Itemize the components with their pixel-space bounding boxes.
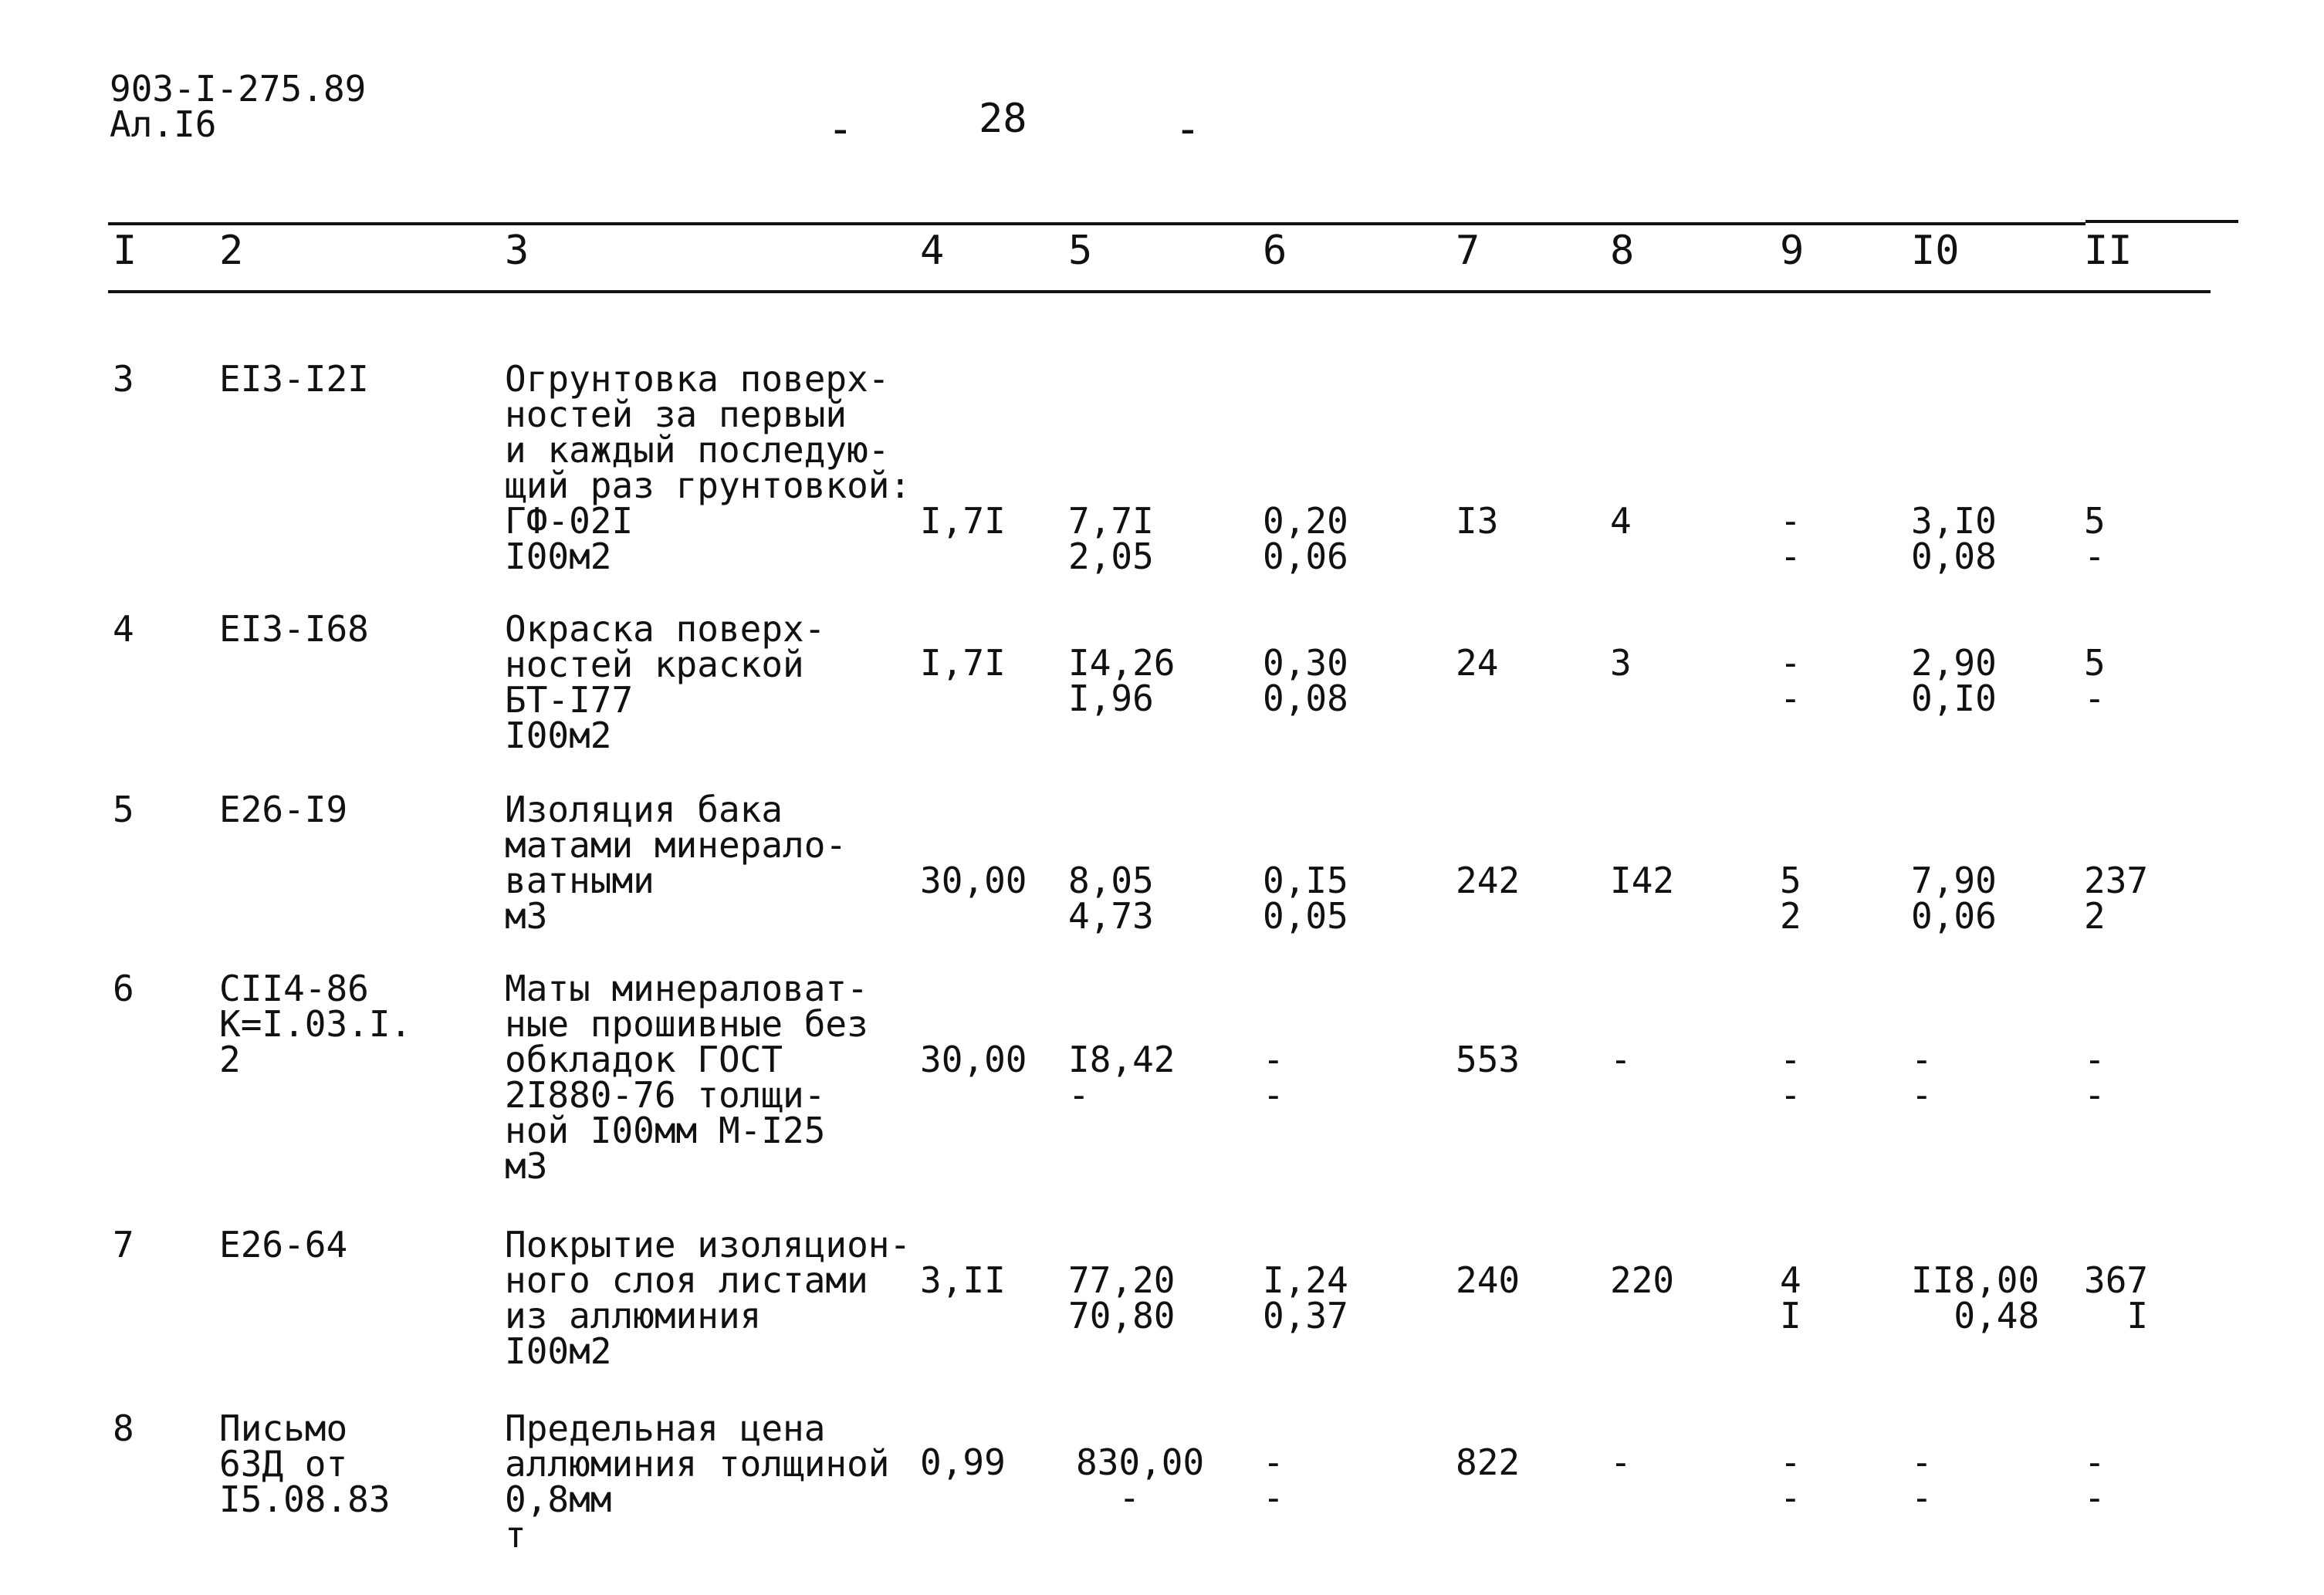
cell-col-6: 0,30 0,08 bbox=[1263, 642, 1348, 719]
cell-col-9: 5 2 bbox=[1780, 860, 1801, 937]
cell-col-9: - - bbox=[1780, 500, 1801, 577]
column-header: 5 bbox=[1068, 228, 1093, 274]
cell-col-6: - - bbox=[1263, 1441, 1284, 1519]
cell-col-6: 0,20 0,06 bbox=[1263, 500, 1348, 577]
quantity: I,7I bbox=[920, 642, 1006, 684]
page-number-dash-right: - bbox=[1175, 104, 1201, 154]
norm-code: Письмо 63Д от I5.08.83 bbox=[219, 1407, 391, 1520]
row-number: 3 bbox=[113, 358, 134, 400]
row-number: 4 bbox=[113, 608, 134, 650]
row-number: 6 bbox=[113, 968, 134, 1009]
cell-col-11: - - bbox=[2084, 1441, 2106, 1519]
column-header: 4 bbox=[920, 228, 945, 274]
cell-col-8: 3 bbox=[1610, 642, 1632, 684]
work-description: Маты минераловат- ные прошивные без обкладок ГОСТ 2I880-76 толщи- ной I00мм М-I25 м3 bbox=[505, 968, 868, 1187]
cell-col-7: 553 bbox=[1456, 1039, 1521, 1080]
cell-col-7: 242 bbox=[1456, 860, 1521, 901]
column-header: I bbox=[113, 228, 137, 274]
cell-col-9: 4 I bbox=[1780, 1259, 1801, 1336]
norm-code: CII4-86 К=I.03.I. 2 bbox=[219, 968, 412, 1080]
cell-col-5: 8,05 4,73 bbox=[1068, 860, 1154, 937]
work-description: Покрытие изоляцион- ного слоя листами из аллюминия I00м2 bbox=[505, 1224, 912, 1372]
norm-code: EI3-I68 bbox=[219, 608, 369, 650]
cell-col-7: 240 bbox=[1456, 1259, 1521, 1301]
table-top-rule-right bbox=[2086, 220, 2238, 223]
cell-col-5: I8,42 - bbox=[1068, 1039, 1176, 1116]
quantity: 0,99 bbox=[920, 1441, 1006, 1483]
cell-col-7: 24 bbox=[1456, 642, 1499, 684]
cell-col-8: - bbox=[1610, 1039, 1632, 1080]
cell-col-5: 7,7I 2,05 bbox=[1068, 500, 1154, 577]
column-header: II bbox=[2084, 228, 2133, 274]
column-header: 9 bbox=[1780, 228, 1805, 274]
work-description: Окраска поверх- ностей краской БТ-I77 I00м2 bbox=[505, 608, 826, 756]
column-header: 3 bbox=[505, 228, 529, 274]
column-header: 6 bbox=[1263, 228, 1287, 274]
cell-col-11: 367 I bbox=[2084, 1259, 2149, 1336]
cell-col-7: I3 bbox=[1456, 500, 1499, 542]
cell-col-5: 830,00 - bbox=[1076, 1441, 1205, 1519]
cell-col-11: 5 - bbox=[2084, 500, 2106, 577]
document-code: 903-I-275.89 bbox=[110, 68, 367, 110]
page-number-dash-left: - bbox=[827, 104, 854, 154]
column-header: 2 bbox=[219, 228, 244, 274]
cell-col-8: 4 bbox=[1610, 500, 1632, 542]
cell-col-10: - - bbox=[1911, 1039, 1933, 1116]
work-description: Огрунтовка поверх- ностей за первый и каждый последую- щий раз грунтовкой: ГФ-02I I00м2 bbox=[505, 358, 912, 577]
cell-col-6: 0,I5 0,05 bbox=[1263, 860, 1348, 937]
row-number: 8 bbox=[113, 1407, 134, 1449]
page-number: 28 bbox=[979, 96, 1027, 142]
cell-col-10: - - bbox=[1911, 1441, 1933, 1519]
cell-col-10: 2,90 0,I0 bbox=[1911, 642, 1997, 719]
cell-col-11: 5 - bbox=[2084, 642, 2106, 719]
quantity: 30,00 bbox=[920, 1039, 1027, 1080]
cell-col-6: I,24 0,37 bbox=[1263, 1259, 1348, 1336]
cell-col-5: I4,26 I,96 bbox=[1068, 642, 1176, 719]
column-header: I0 bbox=[1911, 228, 1960, 274]
sheet-label: Ал.I6 bbox=[110, 103, 217, 145]
cell-col-8: I42 bbox=[1610, 860, 1675, 901]
column-header: 7 bbox=[1456, 228, 1480, 274]
cell-col-10: 7,90 0,06 bbox=[1911, 860, 1997, 937]
row-number: 7 bbox=[113, 1224, 134, 1266]
cell-col-9: - - bbox=[1780, 1039, 1801, 1116]
row-number: 5 bbox=[113, 789, 134, 830]
work-description: Предельная цена аллюминия толщиной 0,8мм т bbox=[505, 1407, 890, 1556]
cell-col-8: - bbox=[1610, 1441, 1632, 1483]
cell-col-6: - - bbox=[1263, 1039, 1284, 1116]
quantity: I,7I bbox=[920, 500, 1006, 542]
cell-col-11: 237 2 bbox=[2084, 860, 2149, 937]
norm-code: EI3-I2I bbox=[219, 358, 369, 400]
cell-col-9: - - bbox=[1780, 1441, 1801, 1519]
cell-col-11: - - bbox=[2084, 1039, 2106, 1116]
cell-col-5: 77,20 70,80 bbox=[1068, 1259, 1176, 1336]
column-header: 8 bbox=[1610, 228, 1635, 274]
quantity: 30,00 bbox=[920, 860, 1027, 901]
cell-col-7: 822 bbox=[1456, 1441, 1521, 1483]
cell-col-10: 3,I0 0,08 bbox=[1911, 500, 1997, 577]
cell-col-10: II8,00 0,48 bbox=[1911, 1259, 2040, 1336]
table-top-rule bbox=[108, 222, 2086, 225]
work-description: Изоляция бака матами минерало- ватными м3 bbox=[505, 789, 847, 937]
quantity: 3,II bbox=[920, 1259, 1006, 1301]
norm-code: E26-64 bbox=[219, 1224, 348, 1266]
norm-code: E26-I9 bbox=[219, 789, 348, 830]
cell-col-8: 220 bbox=[1610, 1259, 1675, 1301]
table-header-rule bbox=[108, 290, 2211, 293]
cell-col-9: - - bbox=[1780, 642, 1801, 719]
